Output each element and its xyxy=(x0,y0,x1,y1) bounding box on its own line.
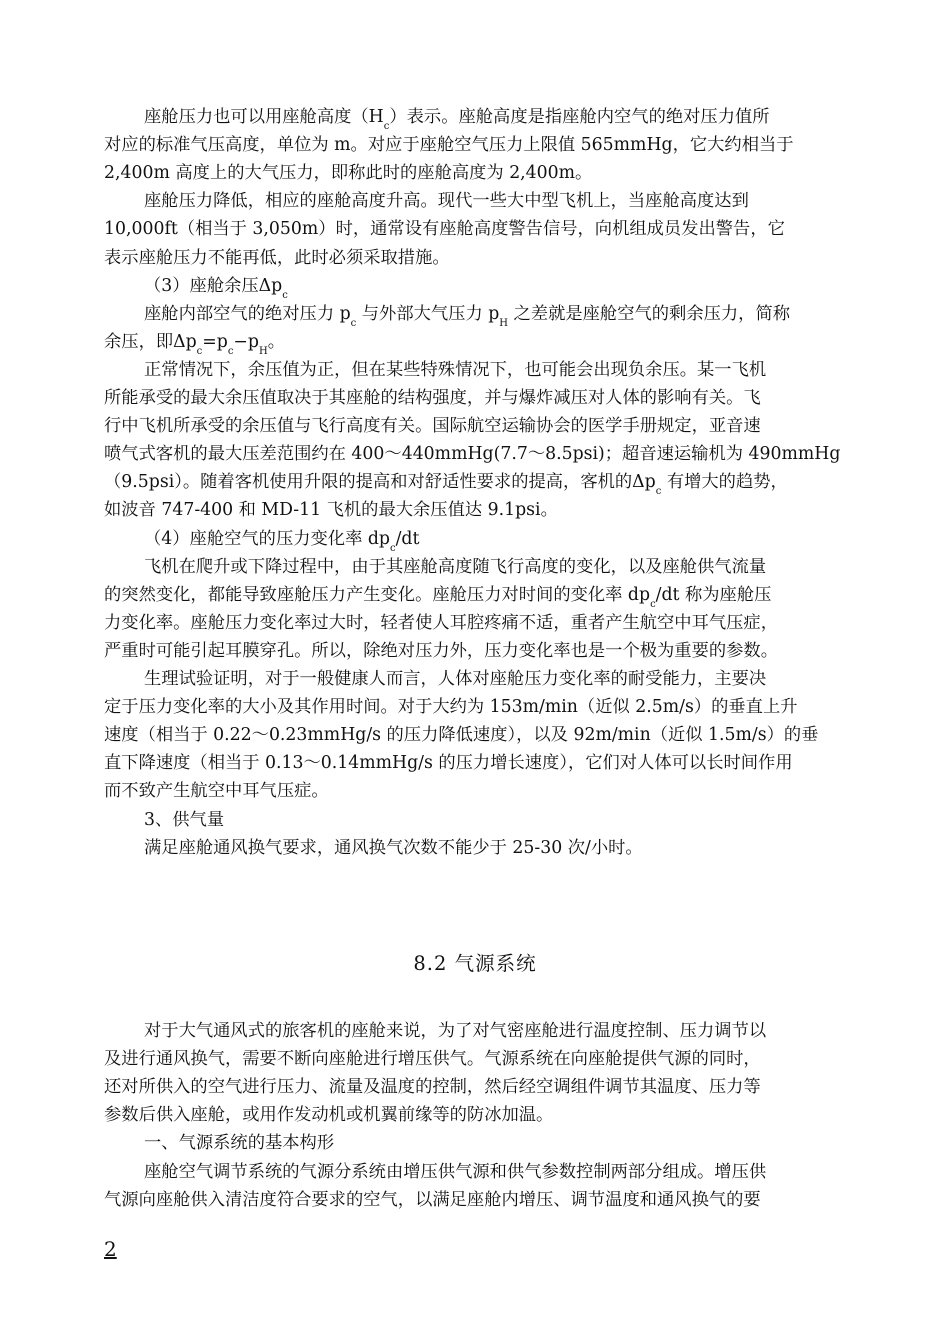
text-run: 喷气式客机的最大压差范围约在 400～440mmHg(7.7～8.5psi)；超音速运输机为 490mmHg xyxy=(104,444,841,465)
text-run: 速度（相当于 0.22～0.23mmHg/s 的压力降低速度），以及 92m/min（近似 1.5m/s）的垂 xyxy=(104,725,819,746)
body-text-line xyxy=(104,636,846,666)
text-run: 直下降速度（相当于 0.13～0.14mmHg/s 的压力增长速度），它们对人体可以长时间作用 xyxy=(104,753,793,774)
subscript: H xyxy=(499,317,509,329)
text-run: 如波音 747-400 和 MD-11 飞机的最大余压值达 9.1psi。 xyxy=(104,500,558,521)
body-text-line xyxy=(104,411,846,441)
body-text-line xyxy=(104,720,846,750)
text-run: −p xyxy=(233,331,259,352)
subscript: c xyxy=(383,121,390,132)
text-run: 而不致产生航空中耳气压症。 xyxy=(104,781,329,802)
subscript: c xyxy=(196,345,203,357)
body-text-line xyxy=(104,1157,846,1187)
text-run: 座舱内部空气的绝对压力 p xyxy=(144,303,351,324)
text-run: 座舱空气调节系统的气源分系统由增压供气源和供气参数控制两部分组成。增压供 xyxy=(144,1161,767,1182)
text-run: 有增大的趋势， xyxy=(661,472,788,493)
body-text-line xyxy=(104,580,846,610)
text-run: 3、供气量 xyxy=(144,809,225,830)
body-text-line xyxy=(104,552,846,582)
body-text-line xyxy=(104,299,846,329)
subscript: H xyxy=(258,345,268,357)
text-run: （4）座舱空气的压力变化率 dp xyxy=(144,528,390,549)
text-run: 力变化率。座舱压力变化率过大时，轻者使人耳腔疼痛不适，重者产生航空中耳气压症， xyxy=(104,612,778,633)
subscript: c xyxy=(227,345,234,357)
body-text-line xyxy=(104,1016,846,1046)
text-run: 2,400m 高度上的大气压力，即称此时的座舱高度为 2,400m。 xyxy=(104,163,593,184)
body-text-line xyxy=(104,805,846,835)
text-run: 对于大气通风式的旅客机的座舱来说，为了对气密座舱进行温度控制、压力调节以 xyxy=(144,1021,767,1041)
body-text-line xyxy=(104,467,846,497)
text-run: 余压，即Δp xyxy=(104,331,197,352)
text-run: 飞机在爬升或下降过程中，由于其座舱高度随飞行高度的变化，以及座舱供气流量 xyxy=(144,556,767,577)
text-run: 气源向座舱供入清洁度符合要求的空气，以满足座舱内增压、调节温度和通风换气的要 xyxy=(104,1189,761,1210)
body-text-line xyxy=(104,158,846,188)
body-text-line xyxy=(104,1185,846,1215)
text-run: 定于压力变化率的大小及其作用时间。对于大约为 153m/min（近似 2.5m/s）的垂直上升 xyxy=(104,697,798,718)
body-text-line xyxy=(104,1100,846,1130)
text-run: 所能承受的最大余压值取决于其座舱的结构强度，并与爆炸减压对人体的影响有关。飞 xyxy=(104,388,761,408)
body-text-line xyxy=(104,1072,846,1102)
body-text-line xyxy=(104,833,846,863)
page-number: 2 xyxy=(104,1237,117,1261)
text-run: 一、气源系统的基本构形 xyxy=(144,1133,335,1154)
text-run: 的突然变化，都能导致座舱压力产生变化。座舱压力对时间的变化率 dp xyxy=(104,584,651,605)
text-run: （3）座舱余压Δp xyxy=(144,275,283,296)
text-run: 满足座舱通风换气要求，通风换气次数不能少于 25-30 次/小时。 xyxy=(144,837,643,858)
text-run: =p xyxy=(202,331,228,352)
body-text-line xyxy=(104,748,846,778)
body-text-line xyxy=(104,355,846,385)
body-text-line xyxy=(104,186,846,216)
text-run: 10,000ft（相当于 3,050m）时，通常设有座舱高度警告信号，向机组成员发出警告，它 xyxy=(104,219,785,240)
body-text-line xyxy=(104,664,846,694)
text-run: /dt 称为座舱压 xyxy=(655,584,772,605)
subscript: c xyxy=(655,486,662,498)
subscript: c xyxy=(350,317,357,329)
text-run: （9.5psi）。随着客机使用升限的提高和对舒适性要求的提高，客机的Δp xyxy=(104,472,656,493)
text-run: 生理试验证明，对于一般健康人而言，人体对座舱压力变化率的耐受能力，主要决 xyxy=(144,669,767,689)
body-text-line xyxy=(104,383,846,413)
text-run: 参数后供入座舱，或用作发动机或机翼前缘等的防冰加温。 xyxy=(104,1105,554,1126)
text-run: 座舱压力降低，相应的座舱高度升高。现代一些大中型飞机上，当座舱高度达到 xyxy=(144,191,749,212)
section-heading: 8.2 气源系统 xyxy=(413,952,537,975)
subscript: c xyxy=(650,598,656,610)
text-run: 。 xyxy=(267,331,286,352)
body-text-line xyxy=(104,130,846,160)
text-run: 之差就是座舱空气的剩余压力，简称 xyxy=(508,303,791,324)
body-text-line xyxy=(104,102,846,132)
body-text-line xyxy=(104,1128,846,1158)
body-text-line xyxy=(104,692,846,722)
text-run: 严重时可能引起耳膜穿孔。所以，除绝对压力外，压力变化率也是一个极为重要的参数。 xyxy=(104,640,778,661)
body-text-line xyxy=(104,524,846,554)
text-run: 及进行通风换气，需要不断向座舱进行增压供气。气源系统在向座舱提供气源的同时， xyxy=(104,1049,761,1070)
text-run: 正常情况下，余压值为正，但在某些特殊情况下，也可能会出现负余压。某一飞机 xyxy=(144,359,767,380)
text-run: 与外部大气压力 p xyxy=(356,303,500,324)
text-run: ）表示。座舱高度是指座舱内空气的绝对压力值所 xyxy=(389,107,770,127)
body-text-line xyxy=(104,495,846,525)
body-text-line xyxy=(104,214,846,244)
body-text-line xyxy=(104,327,846,357)
text-run: 对应的标准气压高度，单位为 m。对应于座舱空气压力上限值 565mmHg，它大约相当于 xyxy=(104,135,794,156)
body-text-line xyxy=(104,439,846,469)
body-text-line xyxy=(104,776,846,806)
text-run: 表示座舱压力不能再低，此时必须采取措施。 xyxy=(104,247,450,268)
body-text-line xyxy=(104,1044,846,1074)
text-run: 行中飞机所承受的余压值与飞行高度有关。国际航空运输协会的医学手册规定，亚音速 xyxy=(104,416,761,437)
body-text-line xyxy=(104,608,846,638)
subscript: c xyxy=(390,542,396,554)
text-run: 座舱压力也可以用座舱高度（H xyxy=(144,107,384,127)
body-text-line xyxy=(104,271,846,301)
text-run: 还对所供入的空气进行压力、流量及温度的控制，然后经空调组件调节其温度、压力等 xyxy=(104,1077,761,1098)
text-run: /dt xyxy=(395,528,420,549)
subscript: c xyxy=(282,289,288,301)
body-text-line xyxy=(104,243,846,273)
